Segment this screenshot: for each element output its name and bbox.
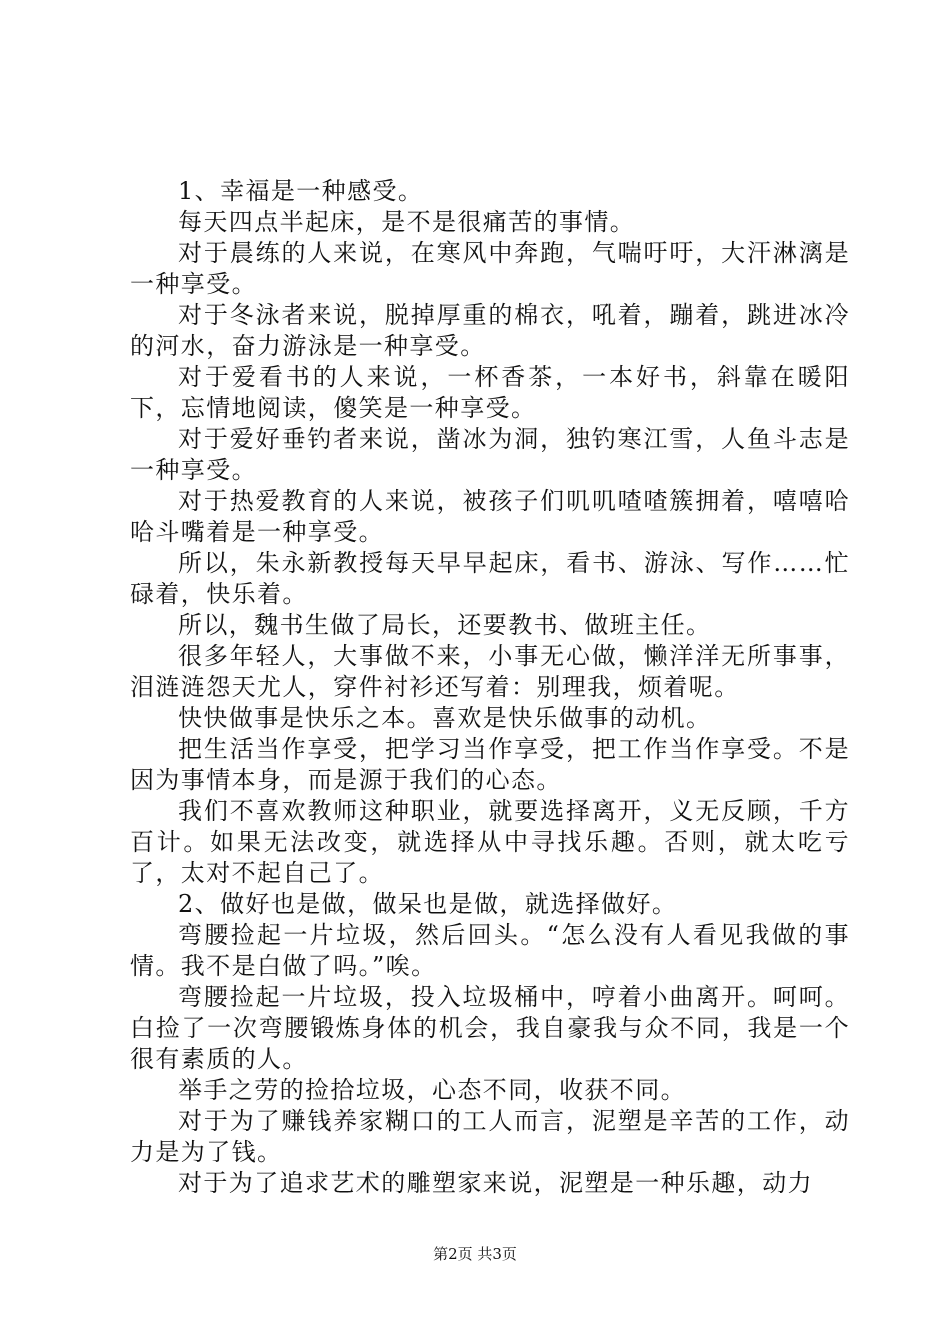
paragraph: 对于爱好垂钓者来说，凿冰为洞，独钓寒江雪，人鱼斗志是一种享受。 (130, 425, 850, 484)
page-number-footer: 第2页 共3页 (433, 1245, 517, 1263)
paragraph: 对于为了赚钱养家糊口的工人而言，泥塑是辛苦的工作，动力是为了钱。 (130, 1107, 850, 1166)
paragraph: 弯腰捡起一片垃圾，然后回头。“怎么没有人看见我做的事情。我不是白做了吗。”唉。 (130, 921, 850, 980)
paragraph: 对于爱看书的人来说，一杯香茶，一本好书，斜靠在暖阳下，忘情地阅读，傻笑是一种享受。 (130, 363, 850, 422)
paragraph: 我们不喜欢教师这种职业，就要选择离开，义无反顾，千方百计。如果无法改变，就选择从中寻找乐趣。否则，就太吃亏了，太对不起自己了。 (130, 797, 850, 887)
paragraph: 所以，魏书生做了局长，还要教书、做班主任。 (178, 611, 712, 639)
paragraph: 对于晨练的人来说，在寒风中奔跑，气喘吁吁，大汗淋漓是一种享受。 (130, 239, 850, 298)
paragraph: 举手之劳的捡拾垃圾，心态不同，收获不同。 (178, 1076, 686, 1104)
paragraph: 弯腰捡起一片垃圾，投入垃圾桶中，哼着小曲离开。呵呵。白捡了一次弯腰锻炼身体的机会，我自豪我与众不同，我是一个很有素质的人。 (130, 983, 850, 1073)
paragraph: 把生活当作享受，把学习当作享受，把工作当作享受。不是因为事情本身，而是源于我们的心态。 (130, 735, 850, 794)
paragraph: 每天四点半起床，是不是很痛苦的事情。 (178, 208, 636, 236)
paragraph: 2、做好也是做，做呆也是做，就选择做好。 (178, 890, 678, 918)
paragraph: 很多年轻人，大事做不来，小事无心做，懒洋洋无所事事，泪涟涟怨天尤人，穿件衬衫还写着：别理我，烦着呢。 (130, 642, 850, 701)
paragraph: 对于为了追求艺术的雕塑家来说，泥塑是一种乐趣，动力 (178, 1169, 813, 1197)
paragraph: 对于热爱教育的人来说，被孩子们叽叽喳喳簇拥着，嘻嘻哈哈斗嘴着是一种享受。 (130, 487, 850, 546)
document-body (130, 176, 850, 1199)
paragraph: 对于冬泳者来说，脱掉厚重的棉衣，吼着，蹦着，跳进冰冷的河水，奋力游泳是一种享受。 (130, 301, 850, 360)
paragraph: 快快做事是快乐之本。喜欢是快乐做事的动机。 (178, 704, 712, 732)
paragraph: 所以，朱永新教授每天早早起床，看书、游泳、写作……忙碌着，快乐着。 (130, 549, 850, 608)
paragraph: 1、幸福是一种感受。 (178, 177, 424, 205)
